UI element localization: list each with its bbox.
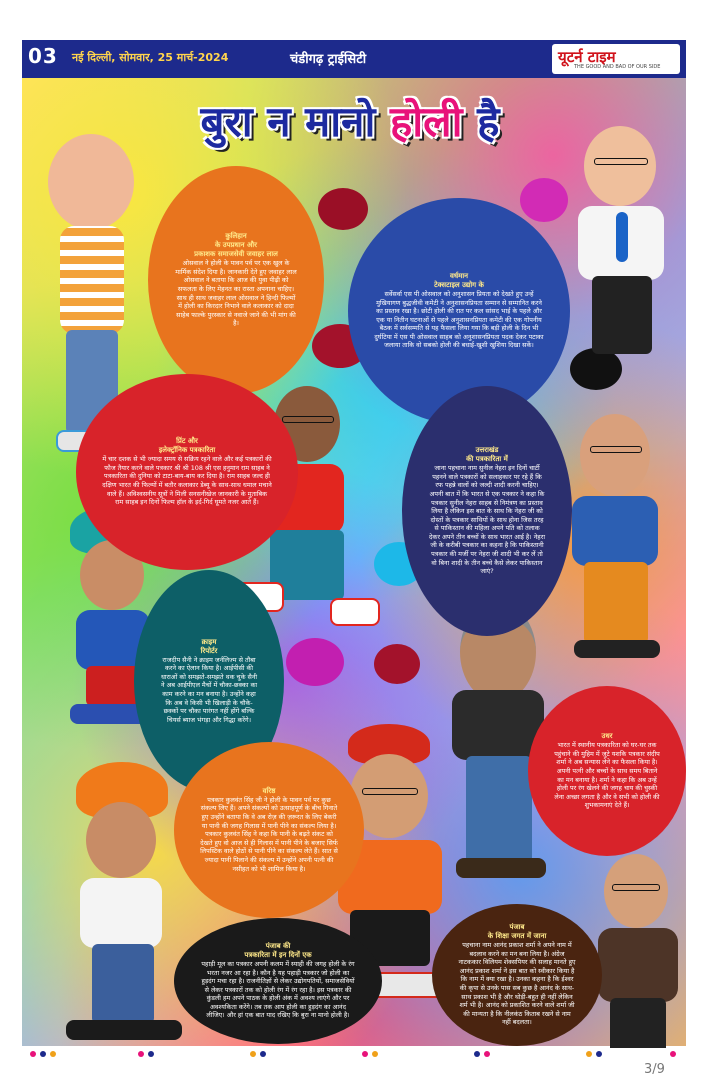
footer-dot	[362, 1051, 368, 1057]
bubble-orange-oswal	[148, 166, 324, 394]
bubble-brown-education	[432, 904, 602, 1046]
page-counter: 3/9	[644, 1062, 665, 1077]
caricature-glasses	[590, 446, 642, 453]
color-splat-pink	[520, 178, 568, 222]
footer-dot	[250, 1051, 256, 1057]
bubble-text: ओसवाल ने होली के पावन पर्व पर एक खुल के मार्मिक संदेश दिया है। जानकारी देते हुए जवाहर लाल ओसवाल ने बताया कि आज की युवा पीढ़ी को सफलता के लिए मेहनत का रास्ता अपनाना चाहिए। साथ ही साथ जवाहर लाल ओसवाल ने हिन्दी फिल्मों में होली का किरदार निभाने वाले कलाकार को दादा साहेब फाल्के पुरस्कार से नवाजे जाने की भी मांग की है।	[175, 259, 297, 328]
bubble-orange-senior	[174, 742, 364, 918]
caricature-face	[48, 134, 134, 230]
bubble-text: में चार दशक से भी ज्यादा समय से सक्रिय रहने वाले और कई पत्रकारों की फौज तैयार करने वाले पत्रकार श्री श्री 108 श्री एस हनुमान राम साहब ने पत्रकारिता की दुनिया को टाटा-बाय-बाय कर दिया है। राम साहब जल्द ही दक्षिण भारत की फिल्मों में बतौर कलाकार डेब्यू के साथ-साथ धमाल मचाने वाले हैं। अविश्वसनीय सूत्रों ने मिली सनसनीखेज जानकारी के मुताबिक राम साहब इन दिनों फिल्म हॉल के इर्द-गिर्द घूमते नजर आते हैं।	[102, 455, 272, 507]
bubble-text: राजदीप सैनी ने क्राइम जर्नलिज्म से तौबा करने का ऐलान किया है। आईपीसी की धाराओं को समझते-समझते थक चुके सैनी ने अब आईपीएल मैचों में चौका-छक्का का काम करने का मन बनाया है। उन्होंने कहा कि अब वे किसी भी खिलाड़ी के चौके-छक्कों पर चौका पारंगत नहीं होंगे बल्कि चियर्स ब्याज भंगड़ा और गिद्धा करेंगे।	[160, 655, 258, 724]
bubble-heading: पंजाब के शिक्षा जगत में जाना	[487, 923, 547, 941]
caricature-man-suit-right	[596, 854, 686, 1062]
caricature-orange-turban-man	[60, 762, 190, 1052]
bubble-text: भारत में स्थानीय पत्रकारिता को घर-घर तक पहुंचाने की मुहिम में जुटे यशकि पत्रकार संदीप शर्मा ने अब सन्यास लेने का फैसला किया है। अपनी पत्नी और बच्चों के साथ समय बिताने का मन बनाया है। शर्मा ने कहा कि अब उन्हें होली पर रंग खेलने की जगह चाय की चुस्की लेना अच्छा लगता है और वे सभी को होली की शुभकामनाएं देते हैं।	[554, 741, 660, 810]
caricature-white-shirt	[80, 878, 162, 948]
bubble-black-punjab	[174, 918, 382, 1044]
footer-dot	[260, 1051, 266, 1057]
bubble-blue-vardhman	[348, 198, 570, 424]
footer-dot	[30, 1051, 36, 1057]
caricature-man-blue-shirt	[558, 414, 674, 674]
holi-feature-artwork	[22, 78, 686, 1046]
newspaper-logo	[552, 44, 680, 74]
bubble-heading: क्राइम रिपोर्टर	[200, 637, 218, 655]
masthead-bar	[22, 40, 686, 78]
caricature-glasses	[282, 416, 334, 423]
bubble-heading: उत्तराखंड की पत्रकारिता में	[466, 446, 508, 464]
caricature-shirt	[60, 226, 124, 334]
footer-dot	[372, 1051, 378, 1057]
bubble-heading: वर्धमान टेक्सटाइल उद्योग के	[434, 271, 484, 289]
newspaper-page	[22, 40, 686, 1062]
caricature-face	[604, 854, 668, 928]
caricature-shoes	[66, 1020, 182, 1040]
footer-dot	[40, 1051, 46, 1057]
dateline: नई दिल्ली, सोमवार, 25 मार्च-2024	[72, 51, 229, 64]
bubble-red-print	[76, 374, 298, 570]
color-splat-red	[318, 188, 368, 230]
caricature-glasses	[594, 158, 648, 165]
footer-dot	[484, 1051, 490, 1057]
bubble-navy-uttarakhand	[402, 386, 572, 636]
caricature-tie	[616, 212, 628, 262]
caricature-face	[584, 126, 656, 206]
caricature-blue-shirt	[572, 496, 658, 566]
caricature-shoes	[574, 640, 660, 658]
caricature-shoes	[456, 858, 546, 878]
bubble-heading: कुलिहान के उपप्रधान और प्रकाशक समाजसेवी जवाहर लाल	[194, 232, 278, 259]
caricature-old-man-suit	[570, 126, 676, 376]
headline	[130, 92, 570, 162]
headline-holi: होली	[389, 97, 463, 146]
footer-dot	[596, 1051, 602, 1057]
headline-part-3: है	[462, 97, 500, 146]
bubble-text: पहाड़ी मूल का पत्रकार अपनी कलम में स्याही की जगह होली के रंग भरता नजर आ रहा है। कौन है यह पहाड़ी पत्रकार जो होली का हुड़दंग मचा रहा है। राजनीतिज्ञों से लेकर उद्योगपतियों, समाजसेवियों से लेकर पत्रकारों तक को होली रंग में रंग रहा है। इस पत्रकार की कुंडली हम अपने पाठक के होली अंक में अवश्य लाएंगे और पर अवश्यकिता करेंगे। तब तक आप होली का हुड़दंग का आनंद लीजिए। और हां एक बात याद रखिए कि बुरा ना मानो होली है।	[201, 959, 355, 1020]
logo-text: यूटर्न टाइम	[558, 48, 616, 66]
caricature-glasses	[612, 884, 660, 891]
headline-part-1: बुरा न मानो	[200, 97, 390, 146]
color-splat-red-3	[374, 644, 420, 684]
bubble-text: पत्रकार कुलवंत सिंह जी ने होली के पावन पर्व पर कुछ संकल्प लिए हैं। अपने संकल्पों को उत्साहपूर्ण के बीच गिनाते हुए उन्होंने बताया कि वे अब रोज़ की ज़रूरत के लिए बेकरी या पानी की जगह गिलास में पानी पीने का संकल्प लिया है। पत्रकार कुलवंत सिंह ने कहा कि पानी के बढ़ते संकट को देखते हुए वो आज से ही गिलास में पानी पीने के बजाए सिर्फ लिपस्टिक वाले होठों से पानी पीने का संकल्प लेते हैं। सात से ज्यादा पानी पिलाने की संकल्प में उन्होंने अपनी पत्नी की नसीहत को भी शामिल किया है।	[200, 795, 338, 873]
footer-dot	[670, 1051, 676, 1057]
caricature-jeans	[92, 944, 154, 1024]
bubble-heading: वरिष्ठ	[262, 786, 276, 795]
footer-dot	[50, 1051, 56, 1057]
footer-dot	[148, 1051, 154, 1057]
logo-tagline: THE GOOD AND BAD OF OUR SIDE	[574, 64, 661, 70]
footer-dot	[138, 1051, 144, 1057]
caricature-orange-pants	[584, 562, 648, 644]
caricature-brown-jacket	[598, 928, 678, 1002]
caricature-face	[86, 802, 156, 878]
bubble-text: पहचाना नाम आनंद प्रकाश शर्मा ने अपने नाम में बदलाव करने का मन बना लिया है। अंग्रेज नाटककार विलियम शेक्सपियर की सलाह मानते हुए आनंद प्रकाश शर्मा ने इस बात को स्वीकार किया है कि नाम में क्या रखा है। उनका कहना है कि ईश्वर की कृपा से उनके पास सब कुछ है आनंद के साथ-साथ प्रकाश भी है और थोड़ी-बहुत ही नहीं लेकिन शर्म भी है। आनंद को प्रकाशित करने वाले शर्मा जी की मान्यता है कि नीलकंठ किताब रखने से नाम नहीं बदलता।	[458, 941, 576, 1027]
bubble-text: जाना पहचाना नाम सुनील नेहरा इन दिनों चार्टी पहनने वाले पत्रकारों को सलाहकार पर रहे हैं कि रफ पहन्ने वालों को जल्दी शादी करनी चाहिए। अपनी बात में कि भारत से एक पत्रकार ने कहा कि पत्रकार सुनील नेहरा साहब से निमंत्रण का प्रस्ताव लिया है लेकिन इस बात के साथ कि नेहरा जी को दोस्तों के पत्रकार साथियों के साथ होना जिस तरह से पाकिस्तान की महिला अपने पति को तलाक देकर अपने तीन बच्चों के साथ भारत आई है। नेहरा जी के करीबी पत्रकार का कहना है कि पाकिस्तानी पत्रकार की मर्जी पर नेहरा जी शादी भी कर लें तो वो बिना शादी के तीन बच्चे कैसे लेकर पाकिस्तान जाएं?	[429, 464, 545, 576]
caricature-trousers	[592, 276, 652, 354]
caricature-face	[580, 414, 650, 496]
bubble-heading: उधर	[601, 732, 613, 741]
bubble-red-udhar	[528, 686, 686, 856]
headline-text	[130, 92, 570, 149]
footer-dot	[474, 1051, 480, 1057]
caricature-jeans	[466, 756, 532, 866]
bubble-text: सर्वेसर्वा एस पी ओसवाल को अनुशासन प्रियता को देखते हुए उन्हें मुखियागण बुद्धजीवी कमेटी ने अनुशासनप्रियता सम्मान से सम्मानित करने का प्रस्ताव रखा है। छोटी होली की रात पर कल सांसद भाई के पहले और एक या नितीन घटनाओं से पहले अनुशासनप्रियता कमेटी की एक गोपनीय बैठक में सर्वसम्मति से यह फैसला लिया गया कि बड़ी होली के दिन भी दुर्घटिया में एस पी ओसवाल साहब को अनुशासनप्रियता पदक देकर पटाका जलाया ताकि वो सबको होली की बधाई-खुशी खुशिया दिखा सकें।	[374, 289, 544, 350]
caricature-shoes-2	[330, 598, 380, 626]
section-title: चंडीगढ़ ट्राईसिटी	[290, 52, 367, 67]
caricature-glasses	[362, 788, 418, 795]
page-number: 03	[28, 44, 58, 68]
bubble-heading: प्रिंट और इलेक्ट्रॉनिक पत्रकारिता	[158, 437, 216, 455]
footer-dot	[586, 1051, 592, 1057]
bubble-heading: पंजाब की पत्रकारिता में इन दिनों एक	[244, 941, 312, 959]
